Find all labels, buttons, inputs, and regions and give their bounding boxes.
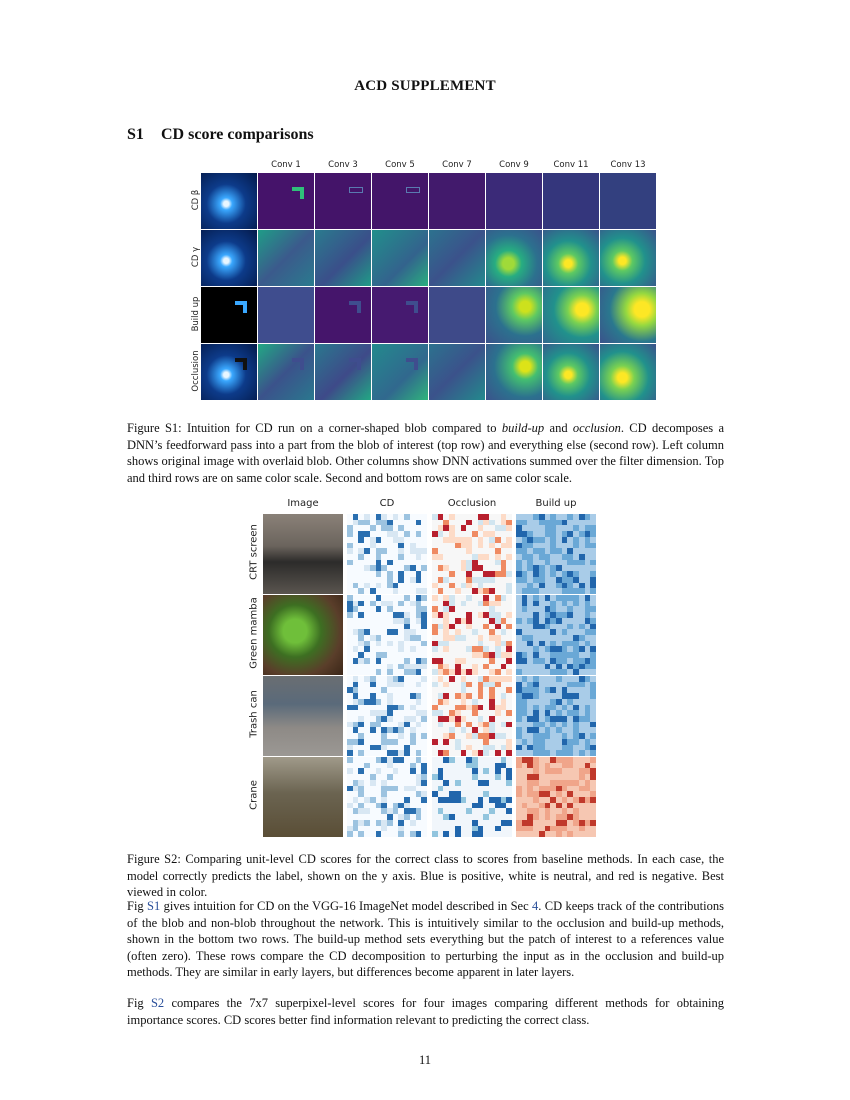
figure-s2-caption: Figure S2: Comparing unit-level CD scores for the correct class to scores from baseline methods. In each case, the model correctly predicts the label, shown on the y axis. Blue is positive, white is neutral, and red is negative. Best viewed in color. bbox=[127, 852, 724, 900]
heatmap-build-up-col-6 bbox=[543, 287, 599, 343]
row-label-cd-beta: CD β bbox=[191, 189, 201, 211]
heatmap-cd-beta-col-2 bbox=[315, 173, 371, 229]
heatmap-occlusion-col-6 bbox=[543, 344, 599, 400]
heatmap-crane-build-up bbox=[516, 757, 596, 837]
heatmap-cd-gamma-col-3 bbox=[372, 230, 428, 286]
column-label-conv5: Conv 5 bbox=[385, 160, 415, 170]
heatmap-cd-gamma-col-6 bbox=[543, 230, 599, 286]
column-label-conv1: Conv 1 bbox=[271, 160, 301, 170]
row-label-cd-gamma: CD γ bbox=[191, 246, 201, 268]
heatmap-crt-screen-image bbox=[263, 514, 343, 594]
heatmap-green-mamba-build-up bbox=[516, 595, 596, 675]
heatmap-green-mamba-occlusion bbox=[432, 595, 512, 675]
heatmap-build-up-col-2 bbox=[315, 287, 371, 343]
heatmap-crane-occlusion bbox=[432, 757, 512, 837]
figure-s1-caption: Figure S1: Intuition for CD run on a corner-shaped blob compared to build-up and occlusion. CD decomposes a DNN’s feedforward pass into a part from the blob of interest (top row) and everything else (second row). Left column shows original image with overlaid blob. Other columns show DNN activations summed over the filter dimension. Top and third rows are on same color scale. Second and bottom rows are on same color scale. bbox=[127, 421, 724, 485]
column-label-conv9: Conv 9 bbox=[499, 160, 529, 170]
heatmap-occlusion-col-0 bbox=[201, 344, 257, 400]
heatmap-occlusion-col-5 bbox=[486, 344, 542, 400]
heatmap-trash-can-occlusion bbox=[432, 676, 512, 756]
heatmap-cd-beta-col-1 bbox=[258, 173, 314, 229]
heatmap-build-up-col-7 bbox=[600, 287, 656, 343]
row-label-occlusion: Occlusion bbox=[191, 350, 201, 392]
row-label-crt-screen: CRT screen bbox=[248, 524, 260, 580]
heatmap-crane-cd bbox=[347, 757, 427, 837]
column-label-conv11: Conv 11 bbox=[553, 160, 589, 170]
heatmap-occlusion-col-2 bbox=[315, 344, 371, 400]
section-heading bbox=[127, 126, 314, 144]
heatmap-cd-gamma-col-2 bbox=[315, 230, 371, 286]
row-label-trash-can: Trash can bbox=[248, 690, 260, 738]
heatmap-cd-gamma-col-7 bbox=[600, 230, 656, 286]
heatmap-cd-gamma-col-1 bbox=[258, 230, 314, 286]
heatmap-cd-gamma-col-0 bbox=[201, 230, 257, 286]
section-title: CD score comparisons bbox=[161, 126, 314, 143]
paragraph-2: Fig S2 compares the 7x7 superpixel-level scores for four images comparing different methods for obtaining importance scores. CD scores better find information relevant to predicting the correct class. bbox=[127, 996, 724, 1027]
heatmap-occlusion-col-1 bbox=[258, 344, 314, 400]
column-label-cd: CD bbox=[379, 498, 395, 509]
heatmap-build-up-col-0 bbox=[201, 287, 257, 343]
figure-ref-s1-link[interactable]: S1 bbox=[147, 899, 161, 913]
figure-ref-s2-link[interactable]: S2 bbox=[150, 996, 165, 1010]
heatmap-build-up-col-4 bbox=[429, 287, 485, 343]
column-label-conv13: Conv 13 bbox=[610, 160, 646, 170]
heatmap-crt-screen-occlusion bbox=[432, 514, 512, 594]
row-label-green-mamba: Green mamba bbox=[248, 597, 260, 669]
heatmap-green-mamba-image bbox=[263, 595, 343, 675]
document-title: ACD SUPPLEMENT bbox=[354, 78, 496, 94]
heatmap-crt-screen-cd bbox=[347, 514, 427, 594]
row-label-crane: Crane bbox=[248, 780, 260, 810]
heatmap-cd-beta-col-5 bbox=[486, 173, 542, 229]
heatmap-cd-beta-col-6 bbox=[543, 173, 599, 229]
column-label-conv7: Conv 7 bbox=[442, 160, 472, 170]
heatmap-occlusion-col-7 bbox=[600, 344, 656, 400]
heatmap-trash-can-image bbox=[263, 676, 343, 756]
heatmap-trash-can-cd bbox=[347, 676, 427, 756]
heatmap-build-up-col-3 bbox=[372, 287, 428, 343]
section-number: S1 bbox=[127, 126, 144, 143]
heatmap-cd-beta-col-4 bbox=[429, 173, 485, 229]
section-ref-4-link[interactable]: 4 bbox=[532, 899, 539, 913]
column-label-conv3: Conv 3 bbox=[328, 160, 358, 170]
heatmap-crane-image bbox=[263, 757, 343, 837]
heatmap-cd-gamma-col-5 bbox=[486, 230, 542, 286]
heatmap-occlusion-col-3 bbox=[372, 344, 428, 400]
heatmap-trash-can-build-up bbox=[516, 676, 596, 756]
heatmap-green-mamba-cd bbox=[347, 595, 427, 675]
page-number: 11 bbox=[418, 1053, 432, 1067]
heatmap-crt-screen-build-up bbox=[516, 514, 596, 594]
column-label-occlusion: Occlusion bbox=[447, 498, 497, 509]
heatmap-cd-beta-col-3 bbox=[372, 173, 428, 229]
figure-s2 bbox=[245, 498, 605, 838]
heatmap-cd-gamma-col-4 bbox=[429, 230, 485, 286]
heatmap-build-up-col-5 bbox=[486, 287, 542, 343]
column-label-image: Image bbox=[287, 498, 319, 509]
column-label-build-up: Build up bbox=[535, 498, 577, 509]
heatmap-build-up-col-1 bbox=[258, 287, 314, 343]
paragraph-1: Fig S1 gives intuition for CD on the VGG-16 ImageNet model described in Sec 4. CD keeps track of the contributions of the blob and non-blob throughout the network. This is intuitively similar to the occlusion and build-up methods, shown in the bottom two rows. The build-up method sets everything but the patch of interest to a references value (often zero). These rows compare the CD decomposition to perturbing the input as in the occlusion and build-up methods. They are similar in early layers, but differences become apparent in later layers. bbox=[127, 899, 724, 980]
row-label-build-up: Build up bbox=[191, 296, 201, 332]
figure-s1 bbox=[188, 160, 668, 400]
heatmap-cd-beta-col-0 bbox=[201, 173, 257, 229]
heatmap-occlusion-col-4 bbox=[429, 344, 485, 400]
heatmap-cd-beta-col-7 bbox=[600, 173, 656, 229]
